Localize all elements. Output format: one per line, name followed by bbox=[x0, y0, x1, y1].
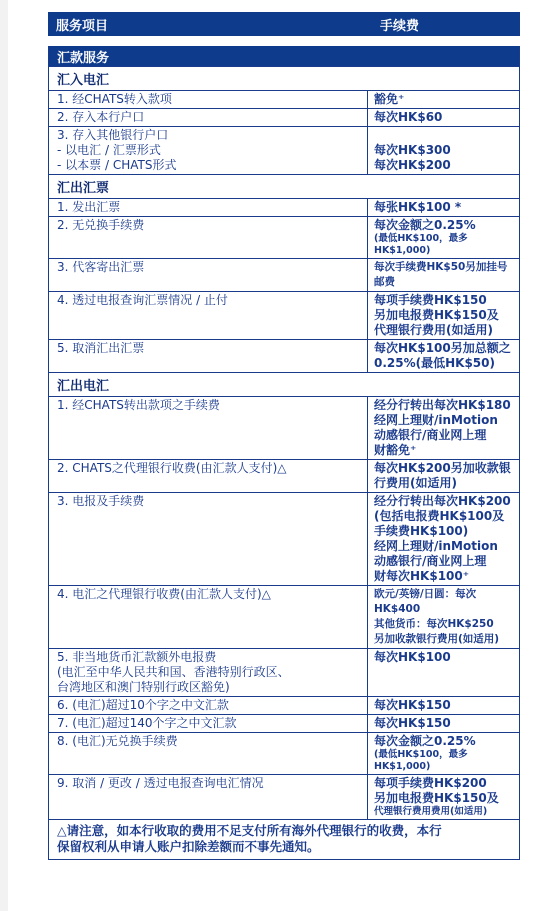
fee-text: 每次手续费HK$50另加挂号邮费 bbox=[374, 261, 508, 288]
fee-value bbox=[368, 733, 519, 774]
page-edge bbox=[0, 0, 8, 911]
fee-row bbox=[49, 714, 519, 732]
service-item: 3. 存入其他银行户口 - 以电汇 / 汇票形式 - 以本票 / CHATS形式 bbox=[49, 127, 368, 174]
fee-text: 每次HK$100 bbox=[374, 650, 451, 664]
fee-row bbox=[49, 696, 519, 714]
fee-text: 每次HK$100另加总额之 0.25%(最低HK$50) bbox=[374, 341, 511, 370]
fee-text: 经分行转出每次HK$180 经网上理财/inMotion 动感银行/商业网上理 财豁免⁺ bbox=[374, 398, 511, 457]
fee-value bbox=[368, 109, 519, 126]
service-item: 4. 电汇之代理银行收费(由汇款人支付)△ bbox=[49, 586, 368, 648]
fee-row bbox=[49, 732, 519, 774]
fee-text: 每次HK$200另加收款银 行费用(如适用) bbox=[374, 461, 511, 490]
fee-text: 每张HK$100 * bbox=[374, 200, 462, 214]
fee-text: 每次金额之0.25% bbox=[374, 218, 476, 232]
fee-row bbox=[49, 90, 519, 108]
service-item: 1. 经CHATS转入款项 bbox=[49, 91, 368, 108]
fee-row bbox=[49, 126, 519, 174]
header-service-item: 服务项目 bbox=[56, 18, 109, 34]
service-item: 3. 代客寄出汇票 bbox=[49, 259, 368, 291]
fee-groups bbox=[49, 66, 519, 819]
fee-row bbox=[49, 108, 519, 126]
fee-text: 豁免⁺ bbox=[374, 92, 405, 106]
fee-text: 每次金额之0.25% bbox=[374, 734, 476, 748]
fee-value bbox=[368, 697, 519, 714]
fee-text: 每项手续费HK$200 另加电报费HK$150及 bbox=[374, 776, 499, 805]
fee-text: 每项手续费HK$150 另加电报费HK$150及 代理银行费用(如适用) bbox=[374, 293, 499, 337]
fee-value bbox=[368, 586, 519, 648]
fee-note: (最低HK$100，最多HK$1,000) bbox=[374, 233, 468, 256]
fee-value bbox=[368, 775, 519, 819]
table-header bbox=[48, 12, 520, 36]
service-item: 9. 取消 / 更改 / 透过电报查询电汇情况 bbox=[49, 775, 368, 819]
fee-text: 经分行转出每次HK$200 (包括电报费HK$100及 手续费HK$100) 经网上理财/inMotion 动感银行/商业网上理 财每次HK$100⁺ bbox=[374, 494, 511, 583]
service-item: 2. 无兑换手续费 bbox=[49, 217, 368, 258]
fee-row bbox=[49, 492, 519, 585]
fee-row bbox=[49, 258, 519, 291]
section-title: 汇款服务 bbox=[49, 46, 519, 66]
fee-note: (最低HK$100，最多HK$1,000) bbox=[374, 749, 468, 772]
fee-table bbox=[48, 46, 520, 860]
fee-row bbox=[49, 774, 519, 819]
fee-row bbox=[49, 339, 519, 372]
fee-row bbox=[49, 648, 519, 696]
service-item: 1. 经CHATS转出款项之手续费 bbox=[49, 397, 368, 459]
fee-row bbox=[49, 585, 519, 648]
fee-note: 代理银行费用费用(如适用) bbox=[374, 806, 488, 817]
fee-value bbox=[368, 199, 519, 216]
fee-value bbox=[368, 91, 519, 108]
fee-value bbox=[368, 397, 519, 459]
fee-schedule bbox=[48, 12, 520, 860]
service-item: 8. (电汇)无兑换手续费 bbox=[49, 733, 368, 774]
service-item: 2. CHATS之代理银行收费(由汇款人支付)△ bbox=[49, 460, 368, 492]
service-item: 1. 发出汇票 bbox=[49, 199, 368, 216]
fee-text: 每次HK$300 每次HK$200 bbox=[374, 143, 451, 172]
group-title: 汇出电汇 bbox=[49, 372, 519, 396]
group-title: 汇出汇票 bbox=[49, 174, 519, 198]
service-item: 5. 非当地货币汇款额外电报费 (电汇至中华人民共和国、香港特别行政区、 台湾地区和澳门特别行政区豁免) bbox=[49, 649, 368, 696]
service-item: 5. 取消汇出汇票 bbox=[49, 340, 368, 372]
fee-value bbox=[368, 715, 519, 732]
fee-value bbox=[368, 340, 519, 372]
fee-text: 每次HK$60 bbox=[374, 110, 443, 124]
fee-text: 每次HK$150 bbox=[374, 698, 451, 712]
fee-row bbox=[49, 459, 519, 492]
fee-text: 每次HK$150 bbox=[374, 716, 451, 730]
fee-text: 欧元/英镑/日圆：每次HK$400 其他货币：每次HK$250 另加收款银行费用(如适用) bbox=[374, 588, 500, 645]
fee-value bbox=[368, 460, 519, 492]
fee-row bbox=[49, 396, 519, 459]
fee-row bbox=[49, 198, 519, 216]
service-item: 3. 电报及手续费 bbox=[49, 493, 368, 585]
fee-value bbox=[368, 292, 519, 339]
group-title: 汇入电汇 bbox=[49, 66, 519, 90]
service-item: 6. (电汇)超过10个字之中文汇款 bbox=[49, 697, 368, 714]
fee-value bbox=[368, 217, 519, 258]
fee-value bbox=[368, 259, 519, 291]
footnote: △请注意，如本行收取的费用不足支付所有海外代理银行的收费，本行 保留权利从申请人账户扣除差额而不事先通知。 bbox=[49, 819, 519, 859]
fee-value bbox=[368, 493, 519, 585]
header-fee: 手续费 bbox=[380, 18, 420, 34]
service-item: 4. 透过电报查询汇票情况 / 止付 bbox=[49, 292, 368, 339]
fee-value bbox=[368, 127, 519, 174]
fee-value bbox=[368, 649, 519, 696]
fee-row bbox=[49, 216, 519, 258]
service-item: 2. 存入本行户口 bbox=[49, 109, 368, 126]
service-item: 7. (电汇)超过140个字之中文汇款 bbox=[49, 715, 368, 732]
fee-row bbox=[49, 291, 519, 339]
